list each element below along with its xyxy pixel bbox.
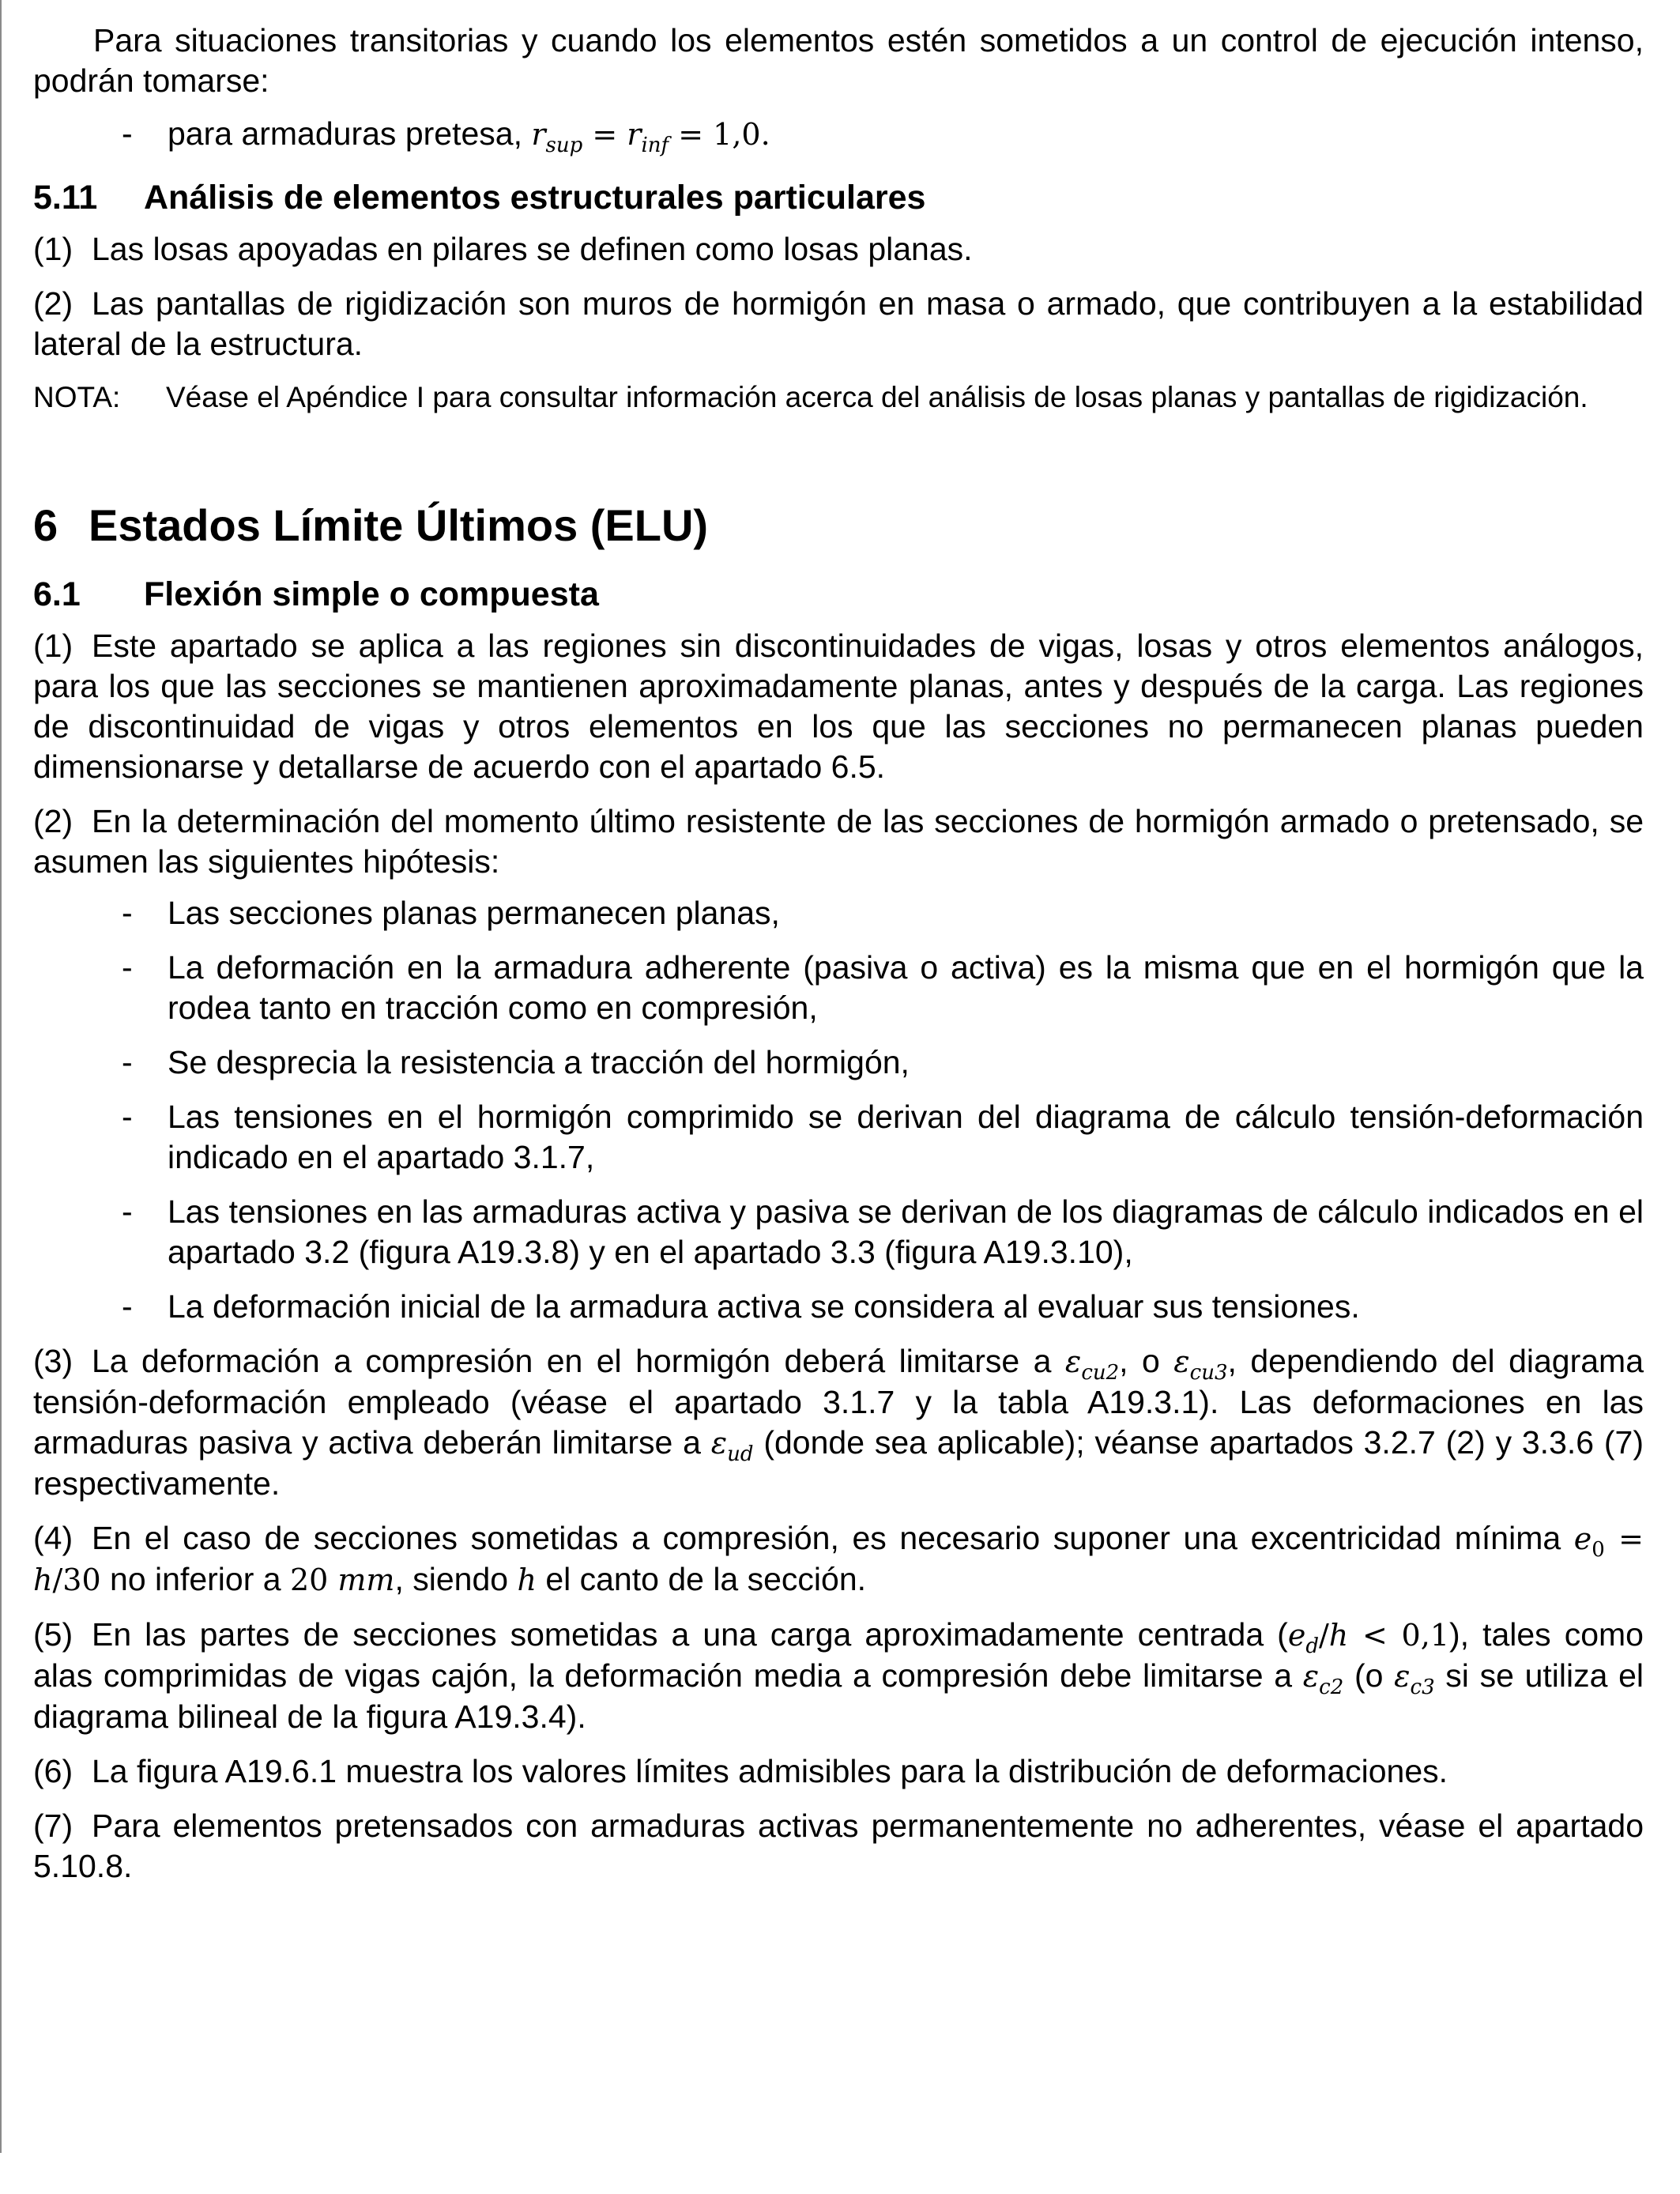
s61-paragraph-7 <box>33 1806 1644 1887</box>
list-item <box>33 1097 1644 1178</box>
paragraph-number: (5) <box>33 1616 73 1653</box>
paragraph-text: no inferior a <box>100 1561 290 1597</box>
s61-paragraph-2 <box>33 801 1644 882</box>
section-6-1-heading <box>33 574 1644 615</box>
paragraph-text: ), tales como alas comprimidas de vigas cajón, la deformación media a compresión debe limitarse a <box>33 1616 1644 1694</box>
paragraph-text: La figura A19.6.1 muestra los valores límites admisibles para la distribución de deformaciones. <box>92 1753 1448 1789</box>
intro-paragraph: Para situaciones transitorias y cuando los elementos estén sometidos a un control de ejecución intenso, podrán tomarse: <box>33 22 1644 99</box>
paragraph-text: , dependiendo del diagrama tensión-deformación empleado (véase el apartado 3.1.7 y la tabla A19.3.1). Las deformaciones en las armaduras pasiva y activa deberán limitarse a <box>33 1343 1644 1461</box>
paragraph-text: En las partes de secciones sometidas a una carga aproximadamente centrada ( <box>92 1616 1288 1653</box>
list-item-text: La deformación inicial de la armadura activa se considera al evaluar sus tensiones. <box>168 1288 1360 1325</box>
paragraph-text: (o <box>1343 1657 1395 1694</box>
list-item <box>33 948 1644 1028</box>
paragraph-number: (2) <box>33 285 73 322</box>
list-item-text: Las secciones planas permanecen planas, <box>168 895 780 931</box>
paragraph-number: (6) <box>33 1753 73 1789</box>
section-title: Análisis de elementos estructurales particulares <box>144 179 926 217</box>
paragraph-number: (4) <box>33 1520 73 1556</box>
paragraph-text: La deformación a compresión en el hormigón deberá limitarse a <box>92 1343 1065 1379</box>
section-depth-symbol: h <box>517 1563 537 1597</box>
paragraph-text: Las pantallas de rigidización son muros de hormigón en masa o armado, que contribuyen a la estabilidad lateral de la estructura. <box>33 285 1644 362</box>
document-page <box>33 21 1644 1901</box>
list-item <box>33 1042 1644 1083</box>
min-eccentricity-formula: $e_0 = h/30$ <box>33 1521 1644 1597</box>
bullet-dash: - <box>122 115 133 152</box>
list-item-text: Las tensiones en el hormigón comprimido se derivan del diagrama de cálculo tensión-deformación indicado en el apartado 3.1.7, <box>168 1099 1644 1175</box>
paragraph-text: Este apartado se aplica a las regiones sin discontinuidades de vigas, losas y otros elementos análogos, para los que las secciones se mantienen aproximadamente planas, antes y después de la carga. Las regiones de discontinuidad de vigas y otros elementos en los que las secciones no permanecen planas pueden dimensionarse y detallarse de acuerdo con el apartado 6.5. <box>33 628 1644 785</box>
bullet-dash: - <box>122 895 133 931</box>
epsilon-c3-symbol: $\varepsilon_{c3}$ <box>1394 1659 1435 1699</box>
note-tag: NOTA: <box>33 381 121 413</box>
s61-paragraph-6 <box>33 1751 1644 1792</box>
list-item <box>33 893 1644 933</box>
min-eccentricity-value: 20 mm <box>289 1563 395 1597</box>
paragraph-text: Para elementos pretensados con armaduras activas permanentemente no adherentes, véase el apartado 5.10.8. <box>33 1808 1644 1884</box>
paragraph-number: (2) <box>33 803 73 839</box>
paragraph-number: (1) <box>33 231 73 267</box>
hypotheses-list <box>33 893 1644 1327</box>
bullet-dash: - <box>122 1193 133 1230</box>
paragraph-text: En la determinación del momento último resistente de las secciones de hormigón armado o pretensado, se asumen las siguientes hipótesis: <box>33 803 1644 880</box>
section-5-11-heading <box>33 177 1644 218</box>
paragraph-number: (1) <box>33 628 73 664</box>
note-text: Véase el Apéndice I para consultar información acerca del análisis de losas planas y pantallas de rigidización. <box>166 381 1588 413</box>
paragraph-text: Las losas apoyadas en pilares se definen como losas planas. <box>92 231 973 267</box>
paragraph-text: (donde sea aplicable); véanse apartados 3.2.7 (2) y 3.3.6 (7) respectivamente. <box>33 1424 1644 1502</box>
section-number: 6.1 <box>33 575 81 613</box>
left-margin-rule <box>0 0 2 2153</box>
s511-note <box>33 379 1644 416</box>
s511-paragraph-2 <box>33 284 1644 364</box>
s511-paragraph-1 <box>33 229 1644 270</box>
s61-paragraph-3 <box>33 1341 1644 1504</box>
s61-paragraph-1 <box>33 626 1644 787</box>
chapter-title: Estados Límite Últimos (ELU) <box>89 500 709 550</box>
s61-paragraph-5 <box>33 1615 1644 1737</box>
section-title: Flexión simple o compuesta <box>144 575 599 613</box>
list-item <box>33 1287 1644 1327</box>
list-item-text: La deformación en la armadura adherente (pasiva o activa) es la misma que en el hormigón que la rodea tanto en tracción como en compresión, <box>168 949 1644 1026</box>
paragraph-text: En el caso de secciones sometidas a compresión, es necesario suponer una excentricidad mínima <box>92 1520 1574 1556</box>
paragraph-text: si se utiliza el diagrama bilineal de la figura A19.3.4). <box>33 1657 1644 1735</box>
paragraph-text: , siendo <box>394 1561 518 1597</box>
intro-bullet-text: para armaduras pretesa, <box>168 115 532 152</box>
bullet-dash: - <box>122 949 133 986</box>
bullet-dash: - <box>122 1099 133 1135</box>
paragraph-text: , o <box>1119 1343 1174 1379</box>
chapter-number: 6 <box>33 500 58 550</box>
bullet-dash: - <box>122 1044 133 1080</box>
intro-bullet <box>33 114 1644 155</box>
list-item-text: Las tensiones en las armaduras activa y pasiva se derivan de los diagramas de cálculo indicados en el apartado 3.2 (figura A19.3.8) y en el apartado 3.3 (figura A19.3.10), <box>168 1193 1644 1270</box>
s61-paragraph-4 <box>33 1518 1644 1600</box>
epsilon-cu3-symbol: $\varepsilon_{cu3}$ <box>1173 1344 1228 1385</box>
section-number: 5.11 <box>33 179 98 217</box>
bullet-dash: - <box>122 1288 133 1325</box>
paragraph-number: (7) <box>33 1808 73 1844</box>
chapter-6-heading <box>33 498 1644 553</box>
epsilon-c2-symbol: $\varepsilon_{c2}$ <box>1302 1659 1344 1699</box>
paragraph-text: el canto de la sección. <box>536 1561 867 1597</box>
intro-bullet-formula: $r_{sup} = r_{inf} = 1,0$. <box>531 117 770 157</box>
epsilon-cu2-symbol: $\varepsilon_{cu2}$ <box>1064 1344 1120 1385</box>
list-item-text: Se desprecia la resistencia a tracción del hormigón, <box>168 1044 910 1080</box>
list-item <box>33 1192 1644 1272</box>
paragraph-number: (3) <box>33 1343 73 1379</box>
epsilon-ud-symbol: $\varepsilon_{ud}$ <box>710 1426 754 1466</box>
centred-load-condition: $e_d/h < 0,1$ <box>1287 1618 1449 1658</box>
